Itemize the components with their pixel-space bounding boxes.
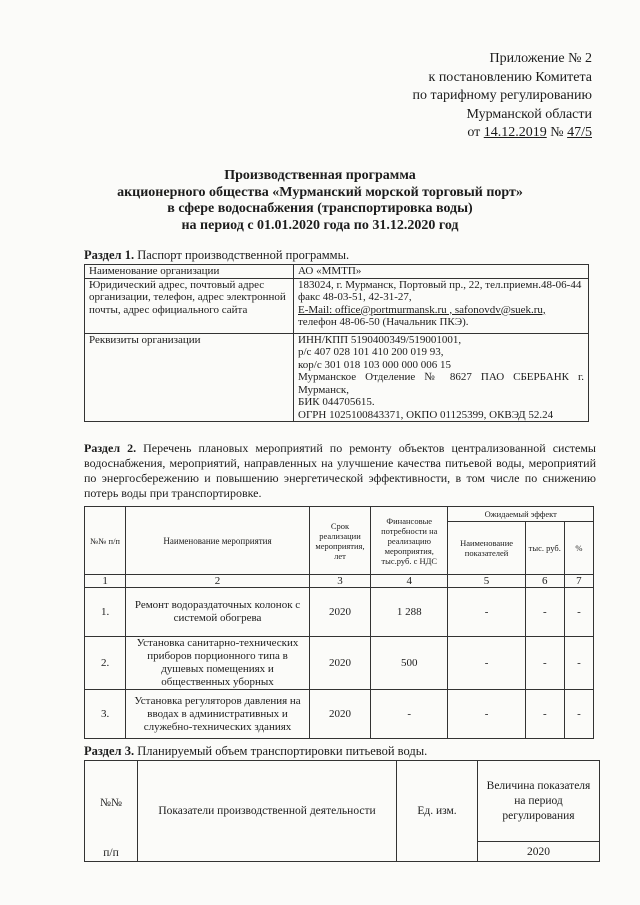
measure-year: 2020: [309, 588, 370, 637]
col-number: 4: [371, 575, 448, 588]
passport-name-cell: Юридический адрес, почтовый адрес организации, телефон, адрес электронной почты, адрес официального сайта: [85, 278, 294, 333]
measure-sum: -: [371, 690, 448, 739]
col-header-unit: Ед. изм.: [397, 761, 478, 862]
table-row: [85, 575, 594, 588]
section2-heading: Раздел 2. Перечень плановых мероприятий по ремонту объектов централизованной системы водоснабжения, мероприятий, направленных на улучшение качества питьевой воды, мероприятий по энергосбережению и повышению энергетической эффективности, в том числе по снижению потерь воды при транспортировке.: [84, 441, 596, 500]
col-header-year: 2020: [478, 842, 600, 862]
passport-value-cell: 183024, г. Мурманск, Портовый пр., 22, тел.приемн.48-06-44 факс 48-03-51, 42-31-27, E-Mail: office@portmurmansk.ru , safonovdv@suek.ru, телефон 48-06-50 (Начальник ПКЭ).: [294, 278, 589, 333]
effect-rub: -: [525, 690, 564, 739]
col-header-term: Срок реализации мероприятия, лет: [309, 507, 370, 575]
annex-date: 14.12.2019: [483, 125, 547, 140]
col-header-finance: Финансовые потребности на реализацию мероприятия, тыс.руб. с НДС: [371, 507, 448, 575]
table-row: [85, 278, 589, 333]
effect-pct: -: [564, 690, 593, 739]
table-row: [85, 690, 594, 739]
col-header-pct: %: [564, 522, 593, 575]
measures-table: [84, 506, 594, 739]
passport-value-cell: ИНН/КПП 5190400349/519001001, р/с 407 028 101 410 200 019 93, кор/с 301 018 103 000 000 006 15 Мурманское Отделение № 8627 ПАО СБЕРБАНК г. Мурманск, БИК 044705615. ОГРН 1025100843371, ОКПО 01125399, ОКВЭД 52.24: [294, 333, 589, 422]
annex-number: 47/5: [567, 125, 592, 140]
col-header-effect: Ожидаемый эффект: [448, 507, 594, 522]
col-header-num: №№ п/п: [85, 507, 126, 575]
measure-sum: 1 288: [371, 588, 448, 637]
annex-line-2: к постановлению Комитета: [428, 69, 592, 85]
row-number: 3.: [85, 690, 126, 739]
col-number: 3: [309, 575, 370, 588]
document-title: Производственная программа акционерного общества «Мурманский морской торговый порт» в сфере водоснабжения (транспортировка воды) на период с 01.01.2020 года по 31.12.2020 год: [117, 168, 523, 233]
col-header-indicator: Показатели производственной деятельности: [138, 761, 397, 862]
annex-line-3: по тарифному регулированию: [412, 88, 592, 103]
measure-year: 2020: [309, 690, 370, 739]
row-number: 2.: [85, 637, 126, 690]
effect-indicator: -: [448, 637, 525, 690]
measure-name: Ремонт водораздаточных колонок с системой обогрева: [126, 588, 310, 637]
col-number: 2: [126, 575, 310, 588]
col-number: 6: [525, 575, 564, 588]
annex-line-1: Приложение № 2: [489, 51, 592, 66]
col-header-rub: тыс. руб.: [525, 522, 564, 575]
measure-year: 2020: [309, 637, 370, 690]
effect-rub: -: [525, 588, 564, 637]
measure-sum: 500: [371, 637, 448, 690]
table-row: [85, 265, 589, 279]
annex-line-4: Мурманской области: [466, 106, 592, 122]
table-row: [85, 637, 594, 690]
volume-table: [84, 760, 600, 862]
effect-pct: -: [564, 637, 593, 690]
effect-pct: -: [564, 588, 593, 637]
col-header-name: Наименование мероприятия: [126, 507, 310, 575]
col-number: 1: [85, 575, 126, 588]
table-header-row: [85, 507, 594, 522]
measure-name: Установка регуляторов давления на вводах в административных и служебно-технических зданиях: [126, 690, 310, 739]
annex-block: [412, 50, 592, 143]
col-header-num: №№ п/п: [85, 761, 138, 862]
passport-name-cell: Реквизиты организации: [85, 333, 294, 422]
passport-name-cell: Наименование организации: [85, 265, 294, 279]
col-header-indicator: Наименование показателей: [448, 522, 525, 575]
effect-indicator: -: [448, 588, 525, 637]
measure-name: Установка санитарно-технических приборов порционного типа в душевых помещениях и общественных уборных: [126, 637, 310, 690]
col-number: 5: [448, 575, 525, 588]
passport-value-cell: АО «ММТП»: [294, 265, 589, 279]
passport-table: [84, 264, 589, 422]
effect-rub: -: [525, 637, 564, 690]
table-header-row: [85, 761, 600, 842]
row-number: 1.: [85, 588, 126, 637]
section3-heading: Раздел 3. Планируемый объем транспортировки питьевой воды.: [84, 744, 428, 758]
table-row: [85, 333, 589, 422]
effect-indicator: -: [448, 690, 525, 739]
annex-line-5: от 14.12.2019 № 47/5: [467, 125, 592, 140]
section1-heading: Раздел 1. Паспорт производственной программы.: [84, 248, 350, 262]
table-row: [85, 588, 594, 637]
col-number: 7: [564, 575, 593, 588]
col-header-value: Величина показателя на период регулирования: [478, 761, 600, 842]
